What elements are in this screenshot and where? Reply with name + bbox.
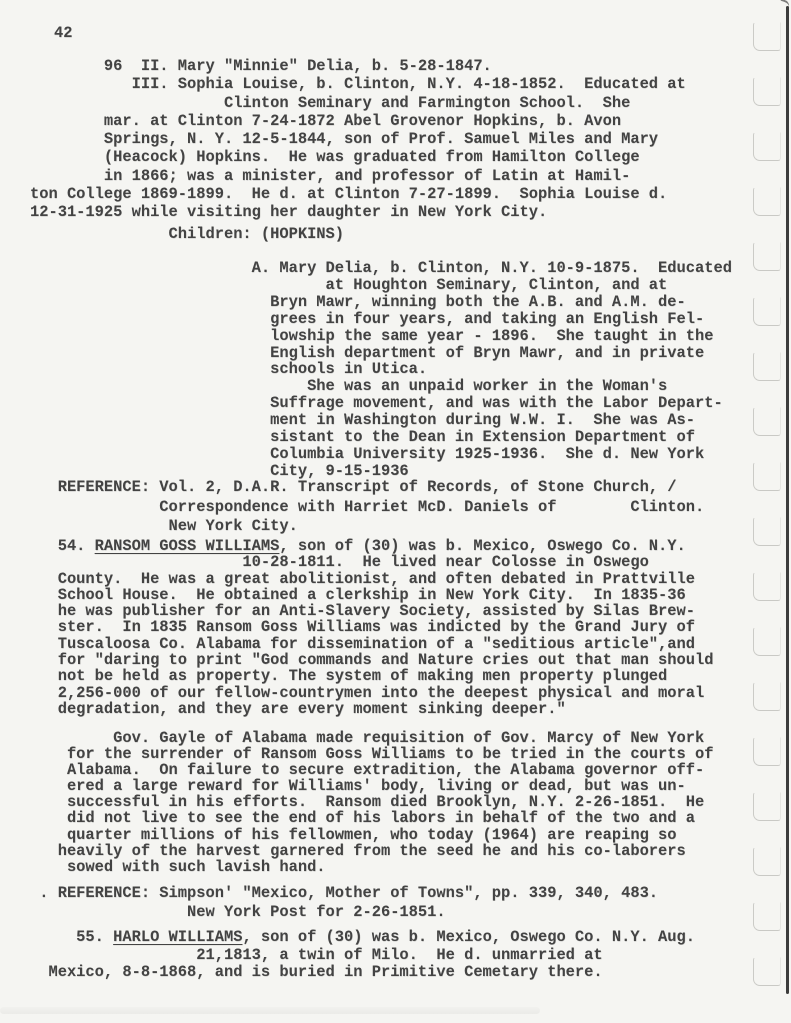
entry-sophia-louise (30, 57, 686, 222)
binder-hole-mark (753, 627, 781, 656)
page-edge-line (786, 6, 789, 994)
text-line: (Heacock) Hopkins. He was graduated from Hamilton College (30, 148, 640, 167)
text-line: County. He was a great abolitionist, and often debated in Prattville (30, 569, 695, 588)
text-line: 96 II. Mary "Minnie" Delia, b. 5-28-1847. (30, 57, 492, 75)
text-line: ton College 1869-1899. He d. at Clinton 7-27-1899. Sophia Louise d. (30, 185, 668, 204)
entry-55-harlo-williams (30, 929, 695, 982)
reference-stone-church (30, 478, 704, 537)
text-line: not be held as property. The system of making men property plunged (30, 667, 668, 686)
text-line: Columbia University 1925-1936. She d. New York (30, 444, 705, 463)
text-line: She was an unpaid worker in the Woman's (30, 377, 668, 396)
binder-hole-mark (753, 352, 781, 381)
text-line: Bryn Mawr, winning both the A.B. and A.M. de- (30, 292, 686, 311)
text-line: Tuscaloosa Co. Alabama for dissemination of a "seditious article",and (30, 634, 695, 653)
binder-hole-mark (753, 517, 781, 546)
text-line: mar. at Clinton 7-24-1872 Abel Grovenor Hopkins, b. Avon (30, 111, 622, 130)
binder-hole-mark (753, 77, 781, 106)
text-line: Correspondence with Harriet McD. Daniels of Clinton. (30, 497, 705, 516)
text-line: ment in Washington during W.W. I. She was As- (30, 411, 695, 430)
child-mary-delia-paragraph (30, 260, 732, 480)
text-line: successful in his efforts. Ransom died Brooklyn, N.Y. 2-26-1851. He (30, 793, 705, 812)
text-line: degradation, and they are every moment sinking deeper." (30, 699, 566, 718)
text-line: lowship the same year - 1896. She taught in the (30, 326, 714, 345)
page-number: 42 (54, 24, 73, 42)
binder-hole-mark (753, 132, 781, 161)
binder-hole-mark (753, 957, 781, 986)
binder-hole-mark (753, 187, 781, 216)
text-line: ered a large reward for Williams' body, living or dead, but was un- (30, 777, 686, 796)
binder-hole-mark (753, 737, 781, 766)
binder-hole-mark (753, 22, 781, 51)
text-line: New York City. (30, 517, 298, 535)
text-line: grees in four years, and taking an English Fel- (30, 309, 705, 328)
text-line: City, 9-15-1936 (30, 461, 409, 480)
text-line: in 1866; was a minister, and professor of Latin at Hamil- (30, 166, 631, 185)
text-line: schools in Utica. (30, 360, 428, 379)
binder-hole-mark (753, 847, 781, 876)
binder-hole-mark (753, 682, 781, 711)
text-line: sowed with such lavish hand. (30, 857, 326, 876)
text-line: English department of Bryn Mawr, and in private (30, 343, 705, 362)
binder-hole-mark (753, 407, 781, 436)
text-line: Children: (HOPKINS) (30, 225, 345, 243)
text-line: Gov. Gayle of Alabama made requisition of Gov. Marcy of New York (30, 729, 705, 747)
text-line: ster. In 1835 Ransom Goss Williams was indicted by the Grand Jury of (30, 618, 695, 637)
text-line: A. Mary Delia, b. Clinton, N.Y. 10-9-1875. Educated (30, 259, 732, 277)
text-line: quarter millions of his fellowmen, who today (1964) are reaping so (30, 825, 677, 844)
text-line: Clinton Seminary and Farmington School. She (30, 93, 631, 112)
text-line: Suffrage movement, and was with the Labor Depart- (30, 394, 723, 413)
binder-hole-mark (753, 572, 781, 601)
text-line: Springs, N. Y. 12-5-1844, son of Prof. Samuel Miles and Mary (30, 130, 659, 149)
text-line: Mexico, 8-8-1868, and is buried in Primitive Cemetary there. (30, 963, 603, 981)
text-line: . REFERENCE: Simpson' "Mexico, Mother of Towns", pp. 339, 340, 483. (30, 884, 659, 902)
entry-54-ransom-goss-williams (30, 538, 713, 717)
text-line: 54. RANSOM GOSS WILLIAMS, son of (30) was b. Mexico, Oswego Co. N.Y. (30, 537, 686, 555)
text-line: at Houghton Seminary, Clinton, and at (30, 275, 668, 294)
text-line: 55. HARLO WILLIAMS, son of (30) was b. Mexico, Oswego Co. N.Y. Aug. (30, 928, 695, 946)
text-line: New York Post for 2-26-1851. (30, 903, 446, 921)
binder-hole-mark (753, 297, 781, 326)
binder-hole-mark (753, 462, 781, 491)
reference-simpson (30, 884, 658, 922)
text-line: for the surrender of Ransom Goss Williams to be tried in the courts of (30, 745, 714, 764)
entry-54-paragraph-2 (30, 730, 713, 875)
text-line: 10-28-1811. He lived near Colosse in Oswego (30, 553, 649, 572)
text-line: 12-31-1925 while visiting her daughter in New York City. (30, 203, 548, 222)
text-line: Alabama. On failure to secure extradition, the Alabama governor off- (30, 761, 705, 780)
text-line: heavily of the harvest garnered from the seed he and his co-laborers (30, 841, 686, 860)
text-line: for "daring to print "God commands and Nature cries out that man should (30, 651, 714, 670)
binder-hole-mark (753, 902, 781, 931)
text-line: School House. He obtained a clerkship in New York City. In 1835-36 (30, 585, 686, 604)
text-line: 21,1813, a twin of Milo. He d. unmarried at (30, 945, 603, 964)
text-line: did not live to see the end of his labors in behalf of the two and a (30, 809, 695, 828)
binder-hole-mark (753, 792, 781, 821)
text-line: 2,256-000 of our fellow-countrymen into the deepest physical and moral (30, 683, 705, 702)
text-line: REFERENCE: Vol. 2, D.A.R. Transcript of Records, of Stone Church, / (30, 478, 677, 496)
children-heading (30, 225, 344, 243)
text-line: III. Sophia Louise, b. Clinton, N.Y. 4-18-1852. Educated at (30, 75, 686, 94)
text-line: sistant to the Dean in Extension Department of (30, 428, 695, 447)
binder-hole-mark (753, 242, 781, 271)
text-line: he was publisher for an Anti-Slavery Society, assisted by Silas Brew- (30, 602, 695, 621)
scan-bottom-shade (0, 1007, 540, 1014)
